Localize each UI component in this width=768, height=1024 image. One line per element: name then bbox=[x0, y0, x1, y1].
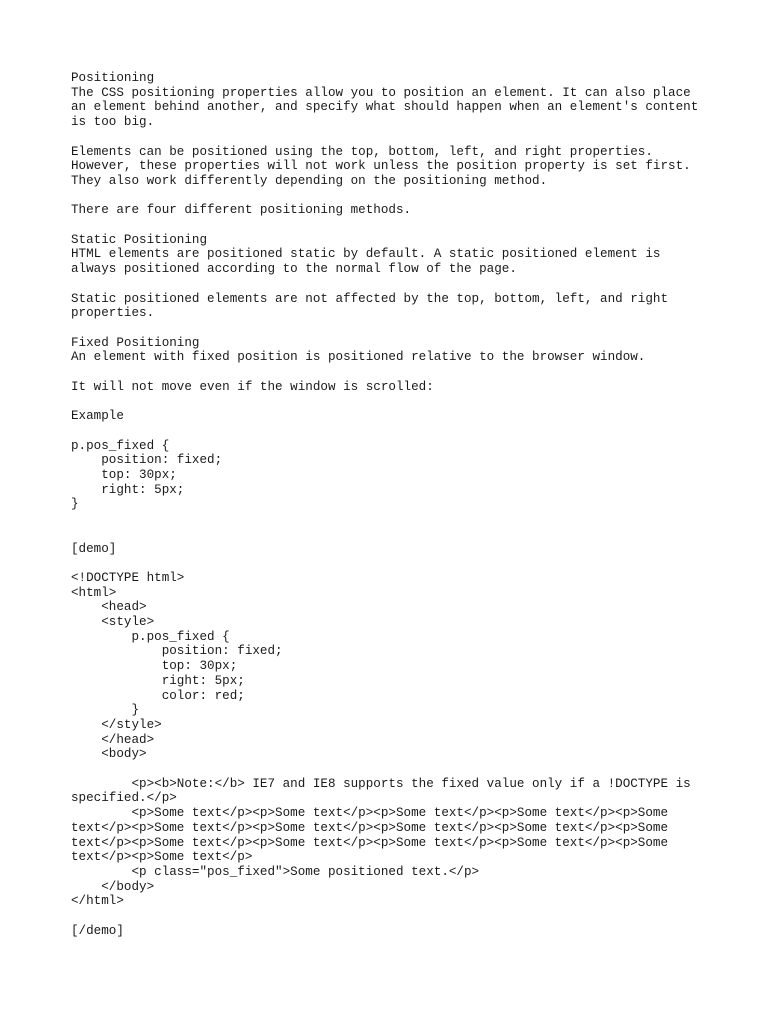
document-line: text</p><p>Some text</p> bbox=[71, 850, 253, 865]
document-line: Static positioned elements are not affected by the top, bottom, left, and right bbox=[71, 291, 669, 306]
document-line: specified.</p> bbox=[71, 791, 177, 806]
document-line: </body> bbox=[71, 879, 155, 894]
document-line: </style> bbox=[71, 717, 162, 732]
document-text bbox=[71, 71, 711, 938]
document-line: HTML elements are positioned static by default. A static positioned element is bbox=[71, 247, 661, 262]
document-line: [demo] bbox=[71, 541, 117, 556]
document-line: <style> bbox=[71, 615, 155, 630]
document-line: position: fixed; bbox=[71, 453, 223, 468]
document-line: <body> bbox=[71, 747, 147, 762]
document-line: } bbox=[71, 497, 79, 512]
document-line: Elements can be positioned using the top, bottom, left, and right properties. bbox=[71, 144, 653, 159]
document-line: <html> bbox=[71, 585, 117, 600]
document-line: The CSS positioning properties allow you to position an element. It can also place bbox=[71, 85, 691, 100]
document-line: </html> bbox=[71, 894, 124, 909]
document-line: p.pos_fixed { bbox=[71, 438, 170, 453]
document-line: It will not move even if the window is scrolled: bbox=[71, 379, 434, 394]
document-line: Positioning bbox=[71, 71, 155, 85]
document-line: </head> bbox=[71, 732, 155, 747]
document-line: right: 5px; bbox=[71, 673, 245, 688]
document-line: top: 30px; bbox=[71, 659, 238, 674]
document-line: Example bbox=[71, 409, 124, 424]
document-line: properties. bbox=[71, 306, 155, 321]
document-line: [/demo] bbox=[71, 923, 124, 938]
document-line: text</p><p>Some text</p><p>Some text</p><p>Some text</p><p>Some text</p><p>Some bbox=[71, 820, 669, 835]
document-line: <p>Some text</p><p>Some text</p><p>Some text</p><p>Some text</p><p>Some bbox=[71, 806, 669, 821]
document-page bbox=[71, 71, 711, 938]
document-line: <p><b>Note:</b> IE7 and IE8 supports the fixed value only if a !DOCTYPE is bbox=[71, 776, 691, 791]
document-line: is too big. bbox=[71, 115, 155, 130]
document-line: text</p><p>Some text</p><p>Some text</p><p>Some text</p><p>Some text</p><p>Some bbox=[71, 835, 669, 850]
document-line: p.pos_fixed { bbox=[71, 629, 230, 644]
document-line: Static Positioning bbox=[71, 232, 208, 247]
document-line: Fixed Positioning bbox=[71, 335, 200, 350]
document-line: right: 5px; bbox=[71, 482, 185, 497]
document-line: color: red; bbox=[71, 688, 245, 703]
document-line: position: fixed; bbox=[71, 644, 283, 659]
document-line: always positioned according to the normal flow of the page. bbox=[71, 262, 517, 277]
document-line: <p class="pos_fixed">Some positioned text.</p> bbox=[71, 864, 480, 879]
document-line: top: 30px; bbox=[71, 467, 177, 482]
document-line: An element with fixed position is positioned relative to the browser window. bbox=[71, 350, 646, 365]
document-line: an element behind another, and specify what should happen when an element's content bbox=[71, 100, 699, 115]
document-line: <!DOCTYPE html> bbox=[71, 570, 185, 585]
document-line: There are four different positioning methods. bbox=[71, 203, 412, 218]
document-line: They also work differently depending on the positioning method. bbox=[71, 173, 548, 188]
document-line: However, these properties will not work unless the position property is set first. bbox=[71, 159, 691, 174]
document-line: <head> bbox=[71, 600, 147, 615]
document-line: } bbox=[71, 703, 140, 718]
